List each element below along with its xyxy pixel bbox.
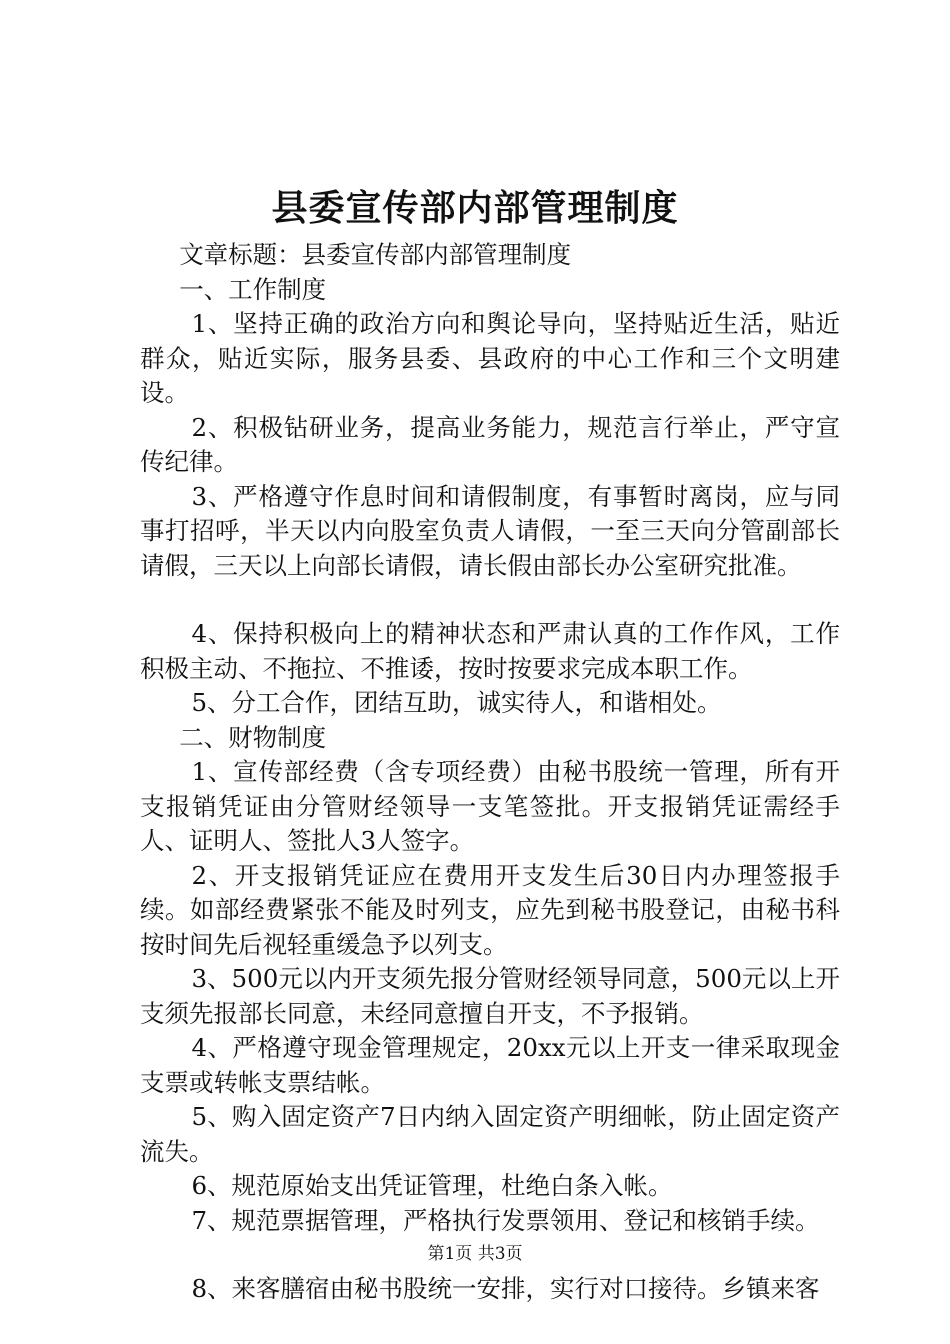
section-heading-finance-system: 二、财物制度	[179, 722, 327, 752]
paragraph: 3、500元以内开支须先报分管财经领导同意，500元以上开支须先报部长同意，未经同意擅自开支，不予报销。	[140, 964, 840, 1028]
paragraph: 8、来客膳宿由秘书股统一安排，实行对口接待。乡镇来客	[191, 1274, 820, 1303]
paragraph: 7、规范票据管理，严格执行发票领用、登记和核销手续。	[191, 1205, 820, 1235]
document-body	[140, 238, 840, 1307]
paragraph: 6、规范原始支出凭证管理，杜绝白条入帐。	[191, 1171, 673, 1200]
paragraph: 5、分工合作，团结互助，诚实待人，和谐相处。	[191, 688, 722, 717]
paragraph: 3、严格遵守作息时间和请假制度，有事暂时离岗，应与同事打招呼，半天以内向股室负责人请假，一至三天向分管副部长请假，三天以上向部长请假，请长假由部长办公室研究批准。	[140, 481, 840, 580]
paragraph: 2、积极钻研业务，提高业务能力，规范言行举止，严守宣传纪律。	[140, 412, 840, 476]
paragraph: 1、宣传部经费（含专项经费）由秘书股统一管理，所有开支报销凭证由分管财经领导一支笔签批。开支报销凭证需经手人、证明人、签批人3人签字。	[140, 757, 840, 855]
paragraph: 4、严格遵守现金管理规定，20xx元以上开支一律采取现金支票或转帐支票结帐。	[140, 1033, 840, 1097]
paragraph-article-title: 文章标题：县委宣传部内部管理制度	[179, 240, 572, 269]
section-heading-work-system: 一、工作制度	[179, 274, 327, 304]
page-footer: 第1页 共3页	[427, 1244, 523, 1264]
paragraph: 5、购入固定资产7日内纳入固定资产明细帐，防止固定资产流失。	[140, 1102, 840, 1166]
paragraph: 4、保持积极向上的精神状态和严肃认真的工作作风，工作积极主动、不拖拉、不推诿，按时按要求完成本职工作。	[140, 619, 840, 683]
paragraph: 1、坚持正确的政治方向和舆论导向，坚持贴近生活，贴近群众，贴近实际，服务县委、县政府的中心工作和三个文明建设。	[140, 309, 840, 407]
paragraph: 2、开支报销凭证应在费用开支发生后30日内办理签报手续。如部经费紧张不能及时列支，应先到秘书股登记，由秘书科按时间先后视轻重缓急予以列支。	[140, 860, 840, 959]
document-title: 县委宣传部内部管理制度	[271, 187, 679, 229]
